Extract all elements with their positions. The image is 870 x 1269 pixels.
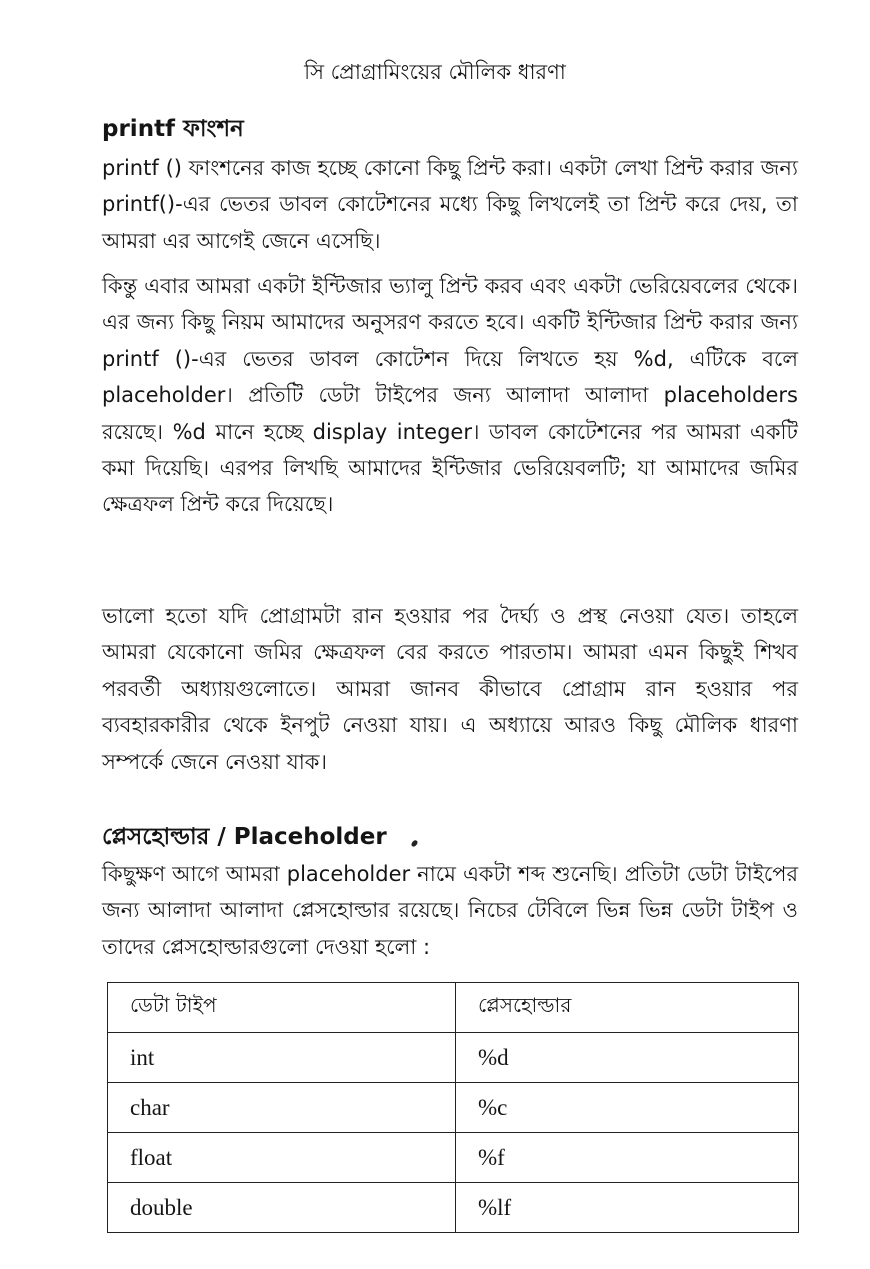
table-cell-data-type: double [108, 1183, 456, 1233]
table-header-cell: ডেটা টাইপ [108, 983, 456, 1033]
table-row [108, 1083, 799, 1133]
section-heading-printf: printf ফাংশন [102, 116, 244, 142]
table-header-row [108, 983, 799, 1033]
table-cell-placeholder: %c [456, 1083, 799, 1133]
table-header-cell: প্লেসহোল্ডার [456, 983, 799, 1033]
table-cell-data-type: int [108, 1033, 456, 1083]
ink-speck [411, 839, 419, 848]
table-cell-placeholder: %d [456, 1033, 799, 1083]
paragraph-printf-intro: printf () ফাংশনের কাজ হচ্ছে কোনো কিছু প্রিন্ট করা। একটা লেখা প্রিন্ট করার জন্য printf()-এর ভেতর ডাবল কোটেশনের মধ্যে কিছু লিখলেই তা প্রিন্ট করে দেয়, তা আমরা এর আগেই জেনে এসেছি। [102, 156, 798, 253]
running-head: সি প্রোগ্রামিংয়ের মৌলিক ধারণা [304, 60, 566, 84]
placeholder-table [107, 982, 799, 1233]
table-cell-placeholder: %f [456, 1133, 799, 1183]
paragraph-placeholder-table-intro: কিছুক্ষণ আগে আমরা placeholder নামে একটা শব্দ শুনেছি। প্রতিটা ডেটা টাইপের জন্য আলাদা আলাদা প্লেসহোল্ডার রয়েছে। নিচের টেবিলে ভিন্ন ভিন্ন ডেটা টাইপ ও তাদের প্লেসহোল্ডারগুলো দেওয়া হলো : [102, 862, 798, 959]
table-cell-data-type: float [108, 1133, 456, 1183]
table-row [108, 1133, 799, 1183]
section-heading-placeholder: প্লেসহোল্ডার / Placeholder [102, 824, 387, 850]
paragraph-integer-placeholder: কিন্তু এবার আমরা একটা ইন্টিজার ভ্যালু প্রিন্ট করব এবং একটা ভেরিয়েবলের থেকে। এর জন্য কিছু নিয়ম আমাদের অনুসরণ করতে হবে। একটি ইন্টিজার প্রিন্ট করার জন্য printf ()-এর ভেতর ডাবল কোটেশন দিয়ে লিখতে হয় %d, এটিকে বলে placeholder। প্রতিটি ডেটা টাইপের জন্য আলাদা আলাদা placeholders রয়েছে। %d মানে হচ্ছে display integer। ডাবল কোটেশনের পর আমরা একটি কমা দিয়েছি। এরপর লিখছি আমাদের ইন্টিজার ভেরিয়েবলটি; যা আমাদের জমির ক্ষেত্রফল প্রিন্ট করে দিয়েছে। [102, 274, 798, 517]
table-cell-data-type: char [108, 1083, 456, 1133]
table-cell-placeholder: %lf [456, 1183, 799, 1233]
paragraph-runtime-input: ভালো হতো যদি প্রোগ্রামটা রান হওয়ার পর দৈর্ঘ্য ও প্রস্থ নেওয়া যেত। তাহলে আমরা যেকোনো জমির ক্ষেত্রফল বের করতে পারতাম। আমরা এমন কিছুই শিখব পরবর্তী অধ্যায়গুলোতে। আমরা জানব কীভাবে প্রোগ্রাম রান হওয়ার পর ব্যবহারকারীর থেকে ইনপুট নেওয়া যায়। এ অধ্যায়ে আরও কিছু মৌলিক ধারণা সম্পর্কে জেনে নেওয়া যাক। [102, 604, 798, 774]
table-row [108, 1183, 799, 1233]
table-row [108, 1033, 799, 1083]
